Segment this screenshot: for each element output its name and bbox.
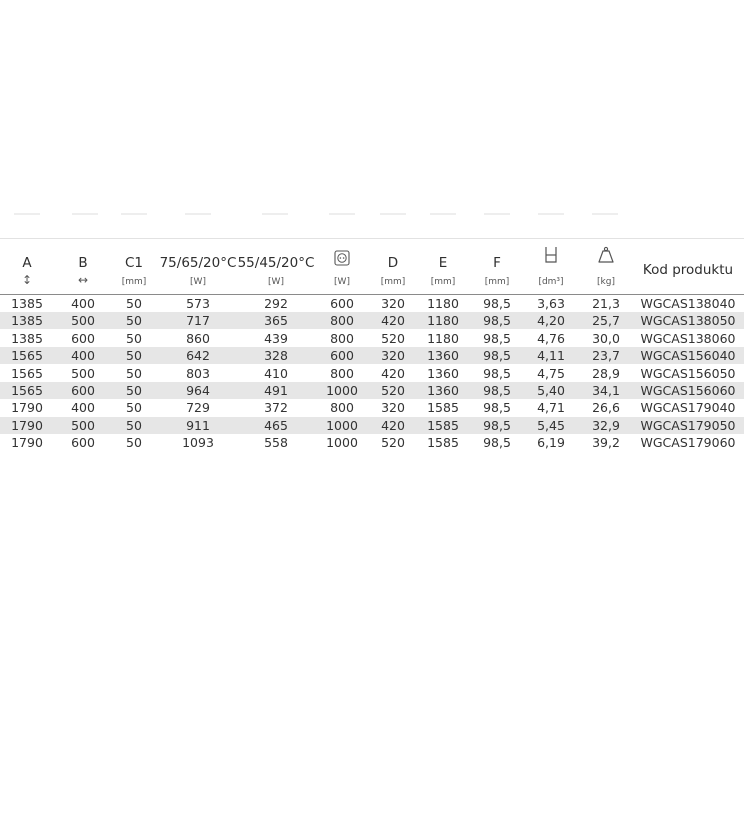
table-cell: 32,9 (592, 417, 620, 433)
table-cell: 600 (330, 348, 354, 364)
faint-mark (592, 213, 618, 215)
faint-divider-marks (0, 211, 744, 217)
table-cell: 98,5 (483, 313, 511, 329)
table-cell: 28,9 (592, 365, 620, 381)
table-cell: 292 (264, 296, 288, 311)
header-title: Kod produktu (642, 262, 734, 278)
table-cell: 800 (330, 330, 354, 346)
table-cell: 1360 (427, 383, 459, 398)
table-cell: 1000 (326, 435, 358, 451)
product-code-cell: WGCAS138040 (640, 296, 736, 311)
table-cell: 21,3 (592, 296, 620, 311)
table-cell: 320 (381, 348, 405, 364)
header-title: C1 (124, 255, 143, 271)
table-row (0, 312, 744, 329)
table-cell: 34,1 (592, 383, 620, 398)
table-cell: 558 (264, 435, 288, 451)
table-cell: 320 (381, 296, 405, 311)
water-volume-icon (544, 246, 558, 268)
table-cell: 98,5 (483, 383, 511, 398)
vertical-arrow-icon: ↕ (21, 273, 33, 287)
table-cell: 800 (330, 365, 354, 381)
product-code-cell: WGCAS156060 (640, 383, 736, 398)
table-cell: 5,40 (537, 383, 565, 398)
product-code-cell: WGCAS156050 (640, 365, 736, 381)
table-cell: 98,5 (483, 417, 511, 433)
table-cell: 500 (71, 365, 95, 381)
horizontal-arrow-icon: ↔ (77, 273, 89, 287)
table-cell: 600 (71, 383, 95, 398)
table-cell: 520 (381, 435, 405, 451)
table-row (0, 417, 744, 434)
table-cell: 491 (264, 383, 288, 398)
table-cell: 50 (126, 417, 142, 433)
table-cell: 3,63 (537, 296, 565, 311)
table-cell: 50 (126, 400, 142, 416)
header-title: 55/45/20°C (237, 255, 315, 271)
product-code-cell: WGCAS179060 (640, 435, 736, 451)
table-row (0, 434, 744, 451)
table-cell: 98,5 (483, 330, 511, 346)
product-code-cell: WGCAS138050 (640, 313, 736, 329)
header-unit: [W] (334, 277, 350, 287)
product-code-cell: WGCAS179050 (640, 417, 736, 433)
table-cell: 1565 (11, 365, 43, 381)
faint-mark (14, 213, 40, 215)
table-cell: 729 (186, 400, 210, 416)
table-cell: 642 (186, 348, 210, 364)
faint-mark (329, 213, 355, 215)
table-cell: 98,5 (483, 435, 511, 451)
header-unit: [W] (190, 277, 206, 287)
faint-mark (72, 213, 98, 215)
table-cell: 1585 (427, 435, 459, 451)
header-title: E (438, 255, 448, 271)
table-cell: 1000 (326, 383, 358, 398)
table-cell: 420 (381, 365, 405, 381)
table-cell: 800 (330, 313, 354, 329)
table-cell: 439 (264, 330, 288, 346)
table-row (0, 365, 744, 382)
table-cell: 465 (264, 417, 288, 433)
header-unit: [W] (268, 277, 284, 287)
table-cell: 5,45 (537, 417, 565, 433)
table-cell: 500 (71, 417, 95, 433)
table-cell: 1360 (427, 348, 459, 364)
header-title: D (387, 255, 399, 271)
table-cell: 860 (186, 330, 210, 346)
table-cell: 1585 (427, 417, 459, 433)
faint-mark (185, 213, 211, 215)
faint-mark (484, 213, 510, 215)
table-cell: 30,0 (592, 330, 620, 346)
table-cell: 1385 (11, 313, 43, 329)
table-cell: 39,2 (592, 435, 620, 451)
header-unit: [mm] (380, 277, 406, 287)
table-cell: 1385 (11, 296, 43, 311)
table-cell: 50 (126, 313, 142, 329)
product-code-cell: WGCAS138060 (640, 330, 736, 346)
table-cell: 1385 (11, 330, 43, 346)
table-top-border (0, 238, 744, 239)
product-code-cell: WGCAS179040 (640, 400, 736, 416)
header-title: F (493, 255, 501, 271)
table-cell: 50 (126, 435, 142, 451)
table-cell: 600 (71, 435, 95, 451)
table-cell: 573 (186, 296, 210, 311)
table-cell: 420 (381, 313, 405, 329)
faint-mark (430, 213, 456, 215)
table-row (0, 295, 744, 312)
faint-mark (262, 213, 288, 215)
table-cell: 50 (126, 296, 142, 311)
header-title: B (78, 255, 88, 271)
table-cell: 6,19 (537, 435, 565, 451)
table-cell: 400 (71, 296, 95, 311)
table-cell: 50 (126, 330, 142, 346)
table-cell: 717 (186, 313, 210, 329)
header-unit: [mm] (121, 277, 147, 287)
table-cell: 372 (264, 400, 288, 416)
table-cell: 50 (126, 365, 142, 381)
table-cell: 911 (186, 417, 210, 433)
table-cell: 420 (381, 417, 405, 433)
table-cell: 803 (186, 365, 210, 381)
table-cell: 50 (126, 348, 142, 364)
table-row (0, 347, 744, 364)
table-cell: 98,5 (483, 348, 511, 364)
table-cell: 4,76 (537, 330, 565, 346)
header-unit: [kg] (597, 277, 615, 287)
table-cell: 400 (71, 348, 95, 364)
table-cell: 1180 (427, 296, 459, 311)
table-cell: 26,6 (592, 400, 620, 416)
faint-mark (380, 213, 406, 215)
table-row (0, 382, 744, 399)
product-code-cell: WGCAS156040 (640, 348, 736, 364)
table-cell: 1000 (326, 417, 358, 433)
table-cell: 4,71 (537, 400, 565, 416)
table-cell: 365 (264, 313, 288, 329)
table-row (0, 330, 744, 347)
table-cell: 400 (71, 400, 95, 416)
table-cell: 50 (126, 383, 142, 398)
table-cell: 500 (71, 313, 95, 329)
table-cell: 1585 (427, 400, 459, 416)
table-cell: 520 (381, 383, 405, 398)
table-cell: 600 (330, 296, 354, 311)
header-unit: [mm] (430, 277, 456, 287)
faint-mark (538, 213, 564, 215)
table-cell: 1093 (182, 435, 214, 451)
table-cell: 4,20 (537, 313, 565, 329)
table-cell: 4,11 (537, 348, 565, 364)
table-cell: 1360 (427, 365, 459, 381)
table-cell: 800 (330, 400, 354, 416)
header-unit: [dm³] (538, 277, 564, 287)
weight-icon (598, 246, 614, 268)
header-unit: [mm] (484, 277, 510, 287)
table-cell: 600 (71, 330, 95, 346)
table-cell: 1180 (427, 330, 459, 346)
table-cell: 98,5 (483, 365, 511, 381)
table-row (0, 399, 744, 416)
table-cell: 328 (264, 348, 288, 364)
table-cell: 1565 (11, 383, 43, 398)
table-cell: 1790 (11, 400, 43, 416)
header-title: A (22, 255, 32, 271)
faint-mark (121, 213, 147, 215)
table-cell: 4,75 (537, 365, 565, 381)
table-cell: 520 (381, 330, 405, 346)
table-cell: 410 (264, 365, 288, 381)
table-cell: 1790 (11, 417, 43, 433)
table-header (0, 240, 744, 294)
table-cell: 23,7 (592, 348, 620, 364)
table-cell: 320 (381, 400, 405, 416)
table-cell: 1790 (11, 435, 43, 451)
table-cell: 98,5 (483, 400, 511, 416)
header-title: 75/65/20°C (159, 255, 237, 271)
electric-heater-icon (334, 250, 350, 270)
table-cell: 25,7 (592, 313, 620, 329)
table-cell: 1180 (427, 313, 459, 329)
table-cell: 98,5 (483, 296, 511, 311)
table-cell: 964 (186, 383, 210, 398)
table-cell: 1565 (11, 348, 43, 364)
